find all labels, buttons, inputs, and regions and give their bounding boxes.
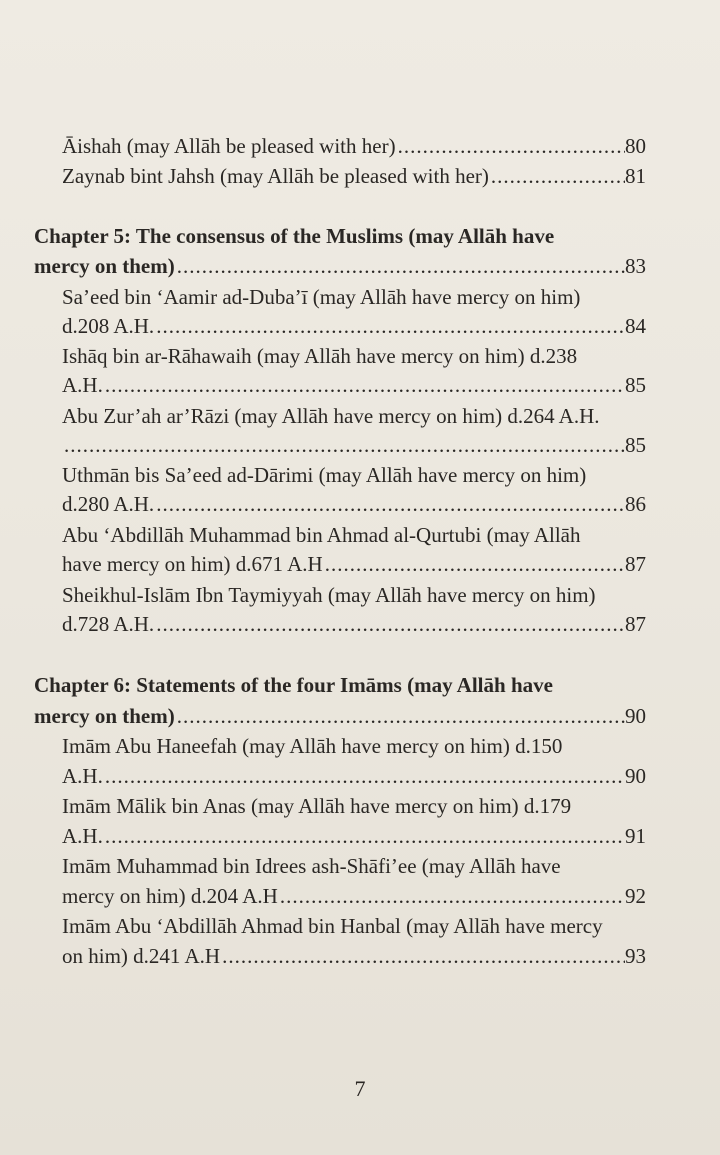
toc-entry-hanbal-cont[interactable]: on him) d.241 A.H ..... 93 [62,942,646,970]
toc-entry-uthman-cont[interactable]: d.280 A.H. ..... 86 [62,490,646,518]
toc-entry-saeed[interactable]: Sa’eed bin ‘Aamir ad-Duba’ī (may Allāh have mercy on him) [62,285,581,309]
toc-entry-qurtubi[interactable]: Abu ‘Abdillāh Muhammad bin Ahmad al-Qurtubi (may Allāh [62,523,581,547]
chapter-6-heading-cont[interactable]: mercy on them) ..... 90 [34,702,646,730]
toc-entry-abu-haneefah-cont[interactable]: A.H. ..... 90 [62,762,646,790]
toc-entry-ishaq-cont[interactable]: A.H. ..... 85 [62,371,646,399]
toc-entry-abu-zurah-cont[interactable]: ..... 85 [62,431,646,459]
chapter-6-heading[interactable]: Chapter 6: Statements of the four Imāms (may Allāh have [34,673,553,697]
toc-entry-malik-cont[interactable]: A.H. ..... 91 [62,822,646,850]
toc-entry-uthman[interactable]: Uthmān bis Sa’eed ad-Dārimi (may Allāh have mercy on him) [62,463,587,487]
toc-entry-saeed-cont[interactable]: d.208 A.H. ..... 84 [62,312,646,340]
page-number: 7 [354,1076,366,1101]
toc-entry-ishaq[interactable]: Ishāq bin ar-Rāhawaih (may Allāh have mercy on him) d.238 [62,344,578,368]
chapter-5-heading-cont[interactable]: mercy on them) ..... 83 [34,252,646,280]
toc-entry-qurtubi-cont[interactable]: have mercy on him) d.671 A.H ..... 87 [62,550,646,578]
toc-entry-aishah[interactable]: Āishah (may Allāh be pleased with her) ..... 80 [62,132,646,160]
toc-entry-shafiee-cont[interactable]: mercy on him) d.204 A.H ..... 92 [62,882,646,910]
toc-entry-shafiee[interactable]: Imām Muhammad bin Idrees ash-Shāfi’ee (may Allāh have [62,854,561,878]
toc-entry-hanbal[interactable]: Imām Abu ‘Abdillāh Ahmad bin Hanbal (may Allāh have mercy [62,914,603,938]
toc-entry-ibn-taymiyyah-cont[interactable]: d.728 A.H. ..... 87 [62,610,646,638]
chapter-5-heading[interactable]: Chapter 5: The consensus of the Muslims (may Allāh have [34,224,555,248]
toc-entry-ibn-taymiyyah[interactable]: Sheikhul-Islām Ibn Taymiyyah (may Allāh have mercy on him) [62,583,596,607]
toc-entry-malik[interactable]: Imām Mālik bin Anas (may Allāh have mercy on him) d.179 [62,794,572,818]
toc-entry-abu-haneefah[interactable]: Imām Abu Haneefah (may Allāh have mercy on him) d.150 [62,734,563,758]
toc-entry-abu-zurah[interactable]: Abu Zur’ah ar’Rāzi (may Allāh have mercy on him) d.264 A.H. [62,404,600,428]
toc-entry-zaynab[interactable]: Zaynab bint Jahsh (may Allāh be pleased with her) ..... 81 [62,162,646,190]
